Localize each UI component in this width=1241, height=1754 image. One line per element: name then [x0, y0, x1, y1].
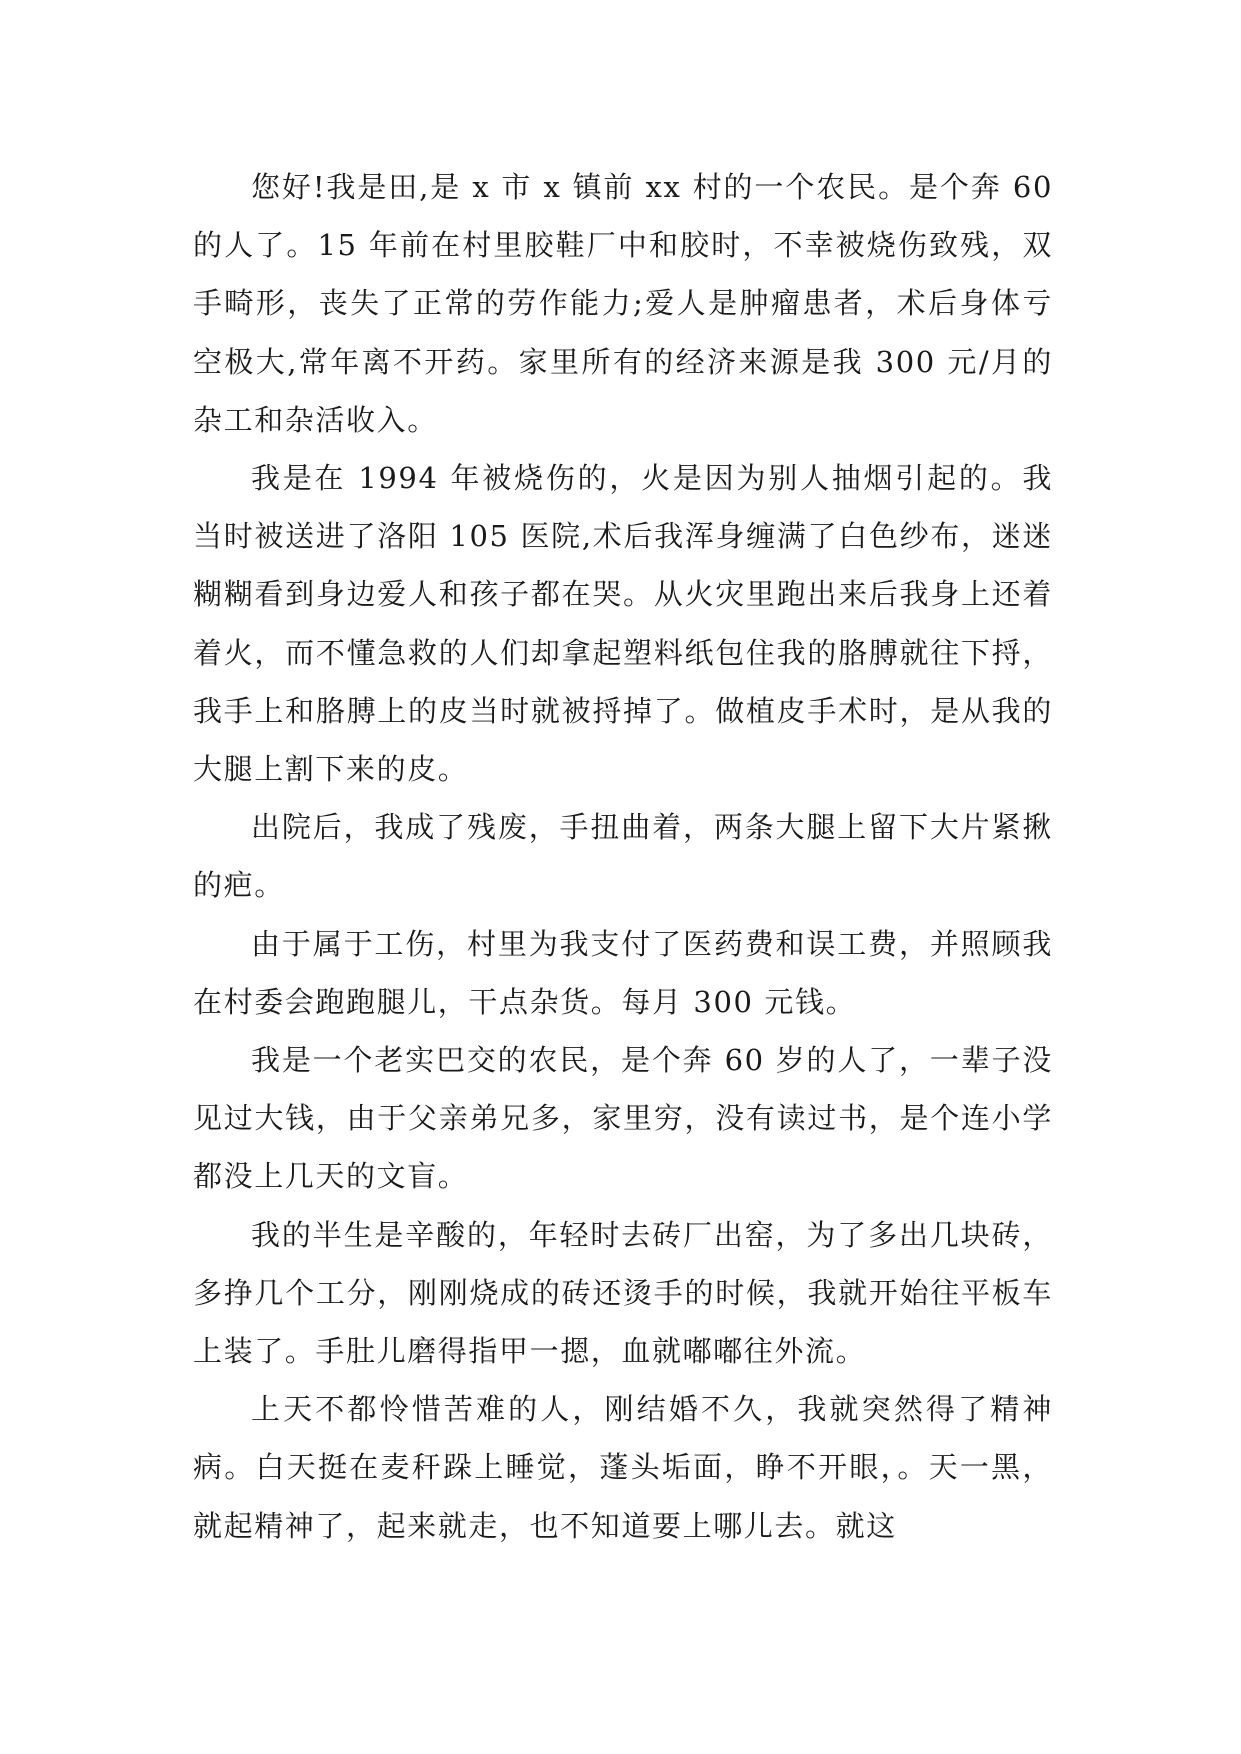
paragraph-4: 由于属于工伤，村里为我支付了医药费和误工费，并照顾我在村委会跑跑腿儿，干点杂货。每月 300 元钱。: [193, 926, 1053, 1019]
paragraph-3: 出院后，我成了残废，手扭曲着，两条大腿上留下大片紧揪的疤。: [193, 810, 1053, 903]
paragraph-1: 您好!我是田,是 x 市 x 镇前 xx 村的一个农民。是个奔 60 的人了。15 年前在村里胶鞋厂中和胶时，不幸被烧伤致残，双手畸形，丧失了正常的劳作能力;爱人是肿瘤患者，术后身体亏空极大,常年离不开药。家里所有的经济来源是我 300 元/月的杂工和杂活收入。: [193, 170, 1053, 437]
paragraph-6: 我的半生是辛酸的，年轻时去砖厂出窑，为了多出几块砖，多挣几个工分，刚刚烧成的砖还烫手的时候，我就开始往平板车上装了。手肚儿磨得指甲一摁，血就嘟嘟往外流。: [193, 1217, 1053, 1369]
paragraph-2: 我是在 1994 年被烧伤的，火是因为别人抽烟引起的。我当时被送进了洛阳 105 医院,术后我浑身缠满了白色纱布，迷迷糊糊看到身边爱人和孩子都在哭。从火灾里跑出来后我身上还着着火，而不懂急救的人们却拿起塑料纸包住我的胳膊就往下捋，我手上和胳膊上的皮当时就被捋掉了。做植皮手术时，是从我的大腿上割下来的皮。: [193, 461, 1053, 787]
paragraph-5: 我是一个老实巴交的农民，是个奔 60 岁的人了，一辈子没见过大钱，由于父亲弟兄多，家里穷，没有读过书，是个连小学都没上几天的文盲。: [193, 1043, 1053, 1194]
document-body: [193, 158, 1053, 1555]
paragraph-7: 上天不都怜惜苦难的人，刚结婚不久，我就突然得了精神病。白天挺在麦秆跺上睡觉，蓬头垢面，睁不开眼，。天一黑，就起精神了，起来就走，也不知道要上哪儿去。就这: [193, 1392, 1053, 1543]
